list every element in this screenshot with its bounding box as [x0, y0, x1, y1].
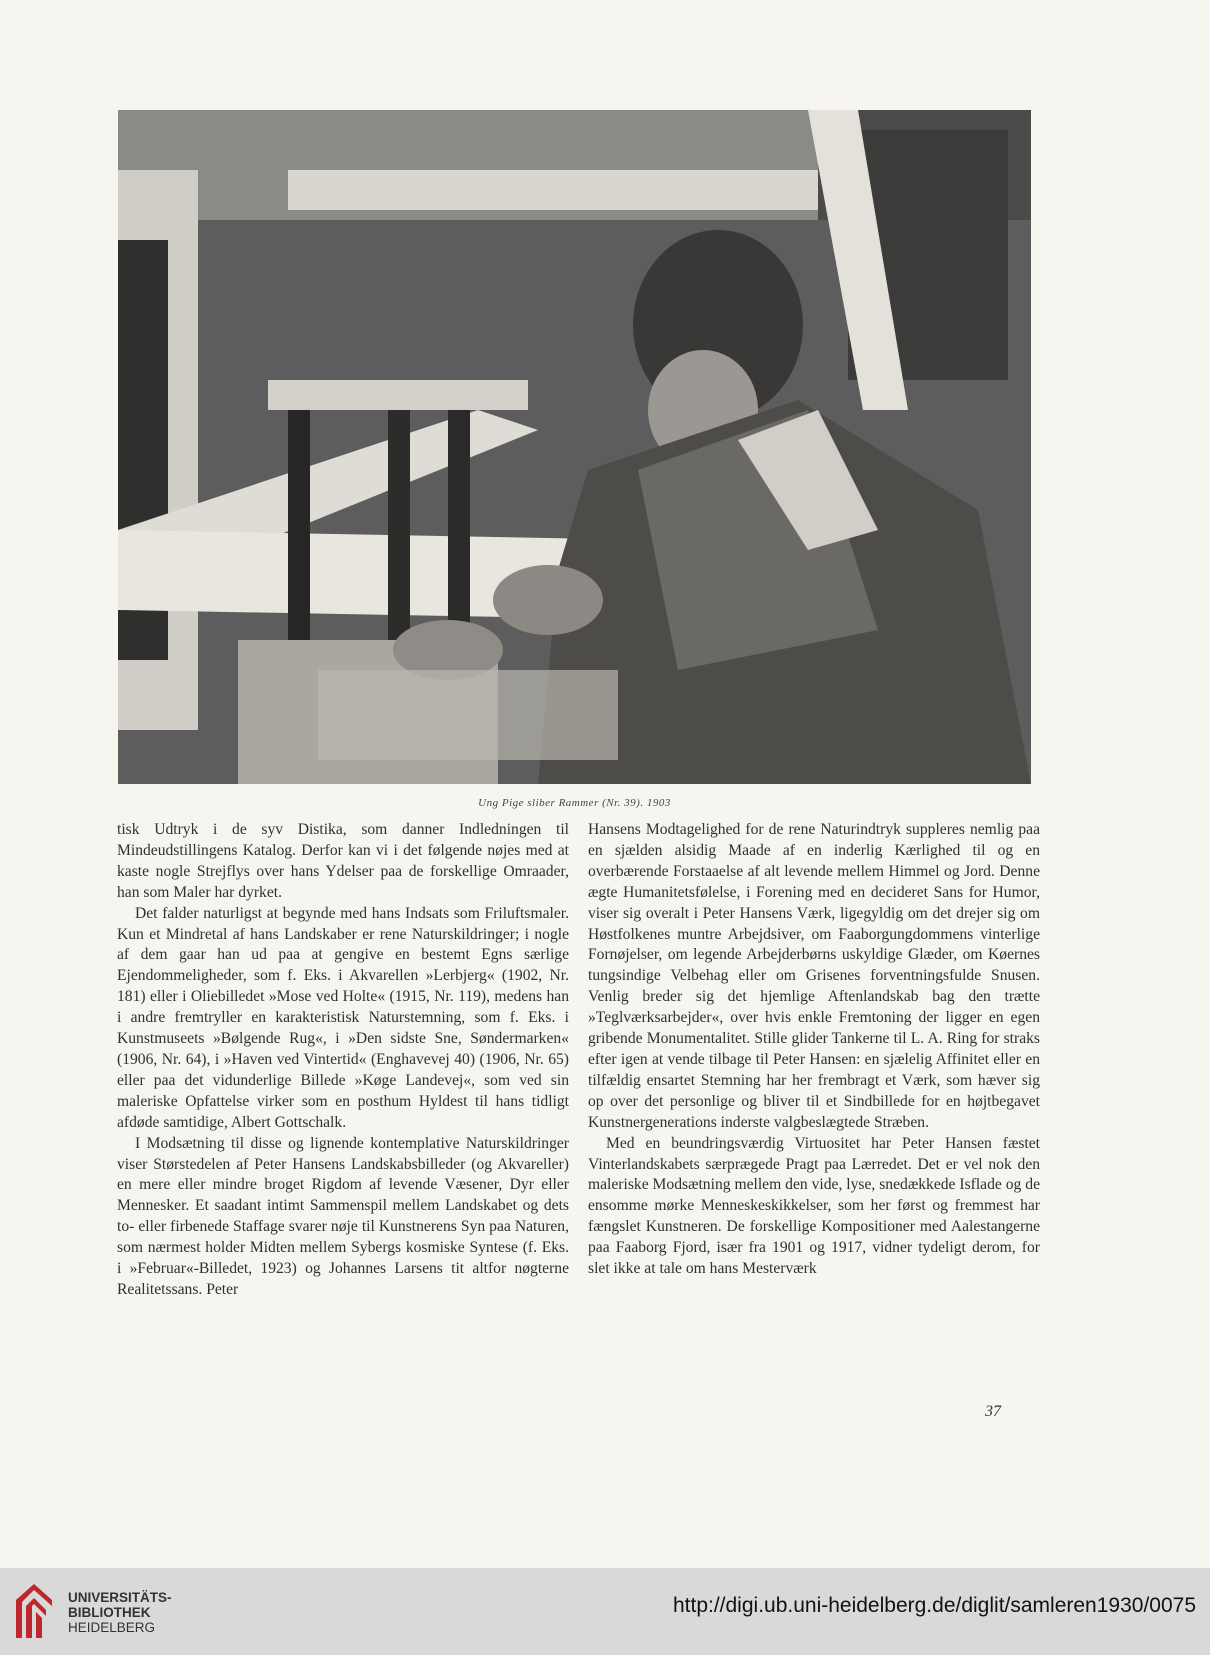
paragraph: Hansens Modtagelighed for de rene Naturindtryk suppleres nemlig paa en sjælden alsidig Maade af en inderlig Kærlighed til og en overbærende Forstaaelse af alt levende mellem Himmel og Jord. Denne ægte Humanitetsfølelse, i Forening med en decideret Sans for Humor, viser sig overalt i Peter Hansens Værk, ligegyldig om det drejer sig om Høstfolkenes muntre Arbejdsiver, om Faaborgungdommens vinterlige Fornøjelser, om legende Arbejderbørns uskyldige Glæder, om Køernes tungsindige Velbehag eller om Grisenes forventningsfulde Snusen. Venlig breder sig det hjemlige Aftenlandskab bag den trætte »Teglværksarbejder«, over hvis enkle Fremtoning der ligger en egen gribende Monumentalitet. Stille glider Tankerne til L. A. Ring for straks efter igen at vende tilbage til Peter Hansen: en sjælelig Affinitet eller en tilfældig ensartet Stemning har her frembragt et Værk, som hæver sig op over det personlige og bliver til et Sindbillede for en højtbegavet Kunstnergenerations inderste valgbeslægtede Stræben. — [588, 821, 1040, 1131]
painting-photo-icon — [118, 110, 1031, 784]
paragraph: tisk Udtryk i de syv Distika, som danner Indledningen til Mindeudstillingens Katalog. Derfor kan vi i det følgende nøjes med at kaste nogle Strejflys over hans Ydelser paa de forskellige Omraader, han som Maler har dyrket. — [117, 821, 569, 901]
illustration-caption: Ung Pige sliber Rammer (Nr. 39). 1903 — [478, 797, 671, 809]
paragraph: Det falder naturligst at begynde med hans Indsats som Friluftsmaler. Kun et Mindretal af hans Landskaber er rene Naturskildringer; i nogle af dem gaar han ud paa at gengive en bestemt Egns særlige Ejendommeligheder, som f. Eks. i Akvarellen »Lerbjerg« (1902, Nr. 181) eller i Oliebilledet »Mose ved Holte« (1915, Nr. 119), medens han i andre fremtryller en karakteristisk Naturstemning, som f. Eks. i Kunstmuseets »Bølgende Rug«, i »Den sidste Sne, Søndermarken« (1906, Nr. 64), i »Haven ved Vintertid« (Enghavevej 40) (1906, Nr. 65) eller paa det vidunderlige Billede »Køge Landevej«, som ved sin maleriske Opfattelse virker som en posthum Hyldest til hans tidligt afdøde samtidige, Albert Gottschalk. — [117, 904, 569, 1131]
page-number: 37 — [985, 1403, 1001, 1420]
footer-bar — [0, 1568, 1210, 1655]
paragraph: Med en beundringsværdig Virtuositet har Peter Hansen fæstet Vinterlandskabets særprægede Pragt paa Lærredet. Det er vel nok den maleriske Modsætning mellem den vide, lyse, snedækkede Isflade og de ensomme mørke Menneskeskikkelser, som her først og fremmest har fængslet Kunstneren. De forskellige Kompositioner med Aalestangerne paa Faaborg Fjord, især fra 1901 og 1917, vidner tydeligt derom, for slet ikke at tale om hans Mesterværk — [588, 1134, 1040, 1278]
library-name-line: UNIVERSITÄTS- — [68, 1590, 172, 1605]
painting-illustration — [118, 110, 1031, 784]
text-column-right — [588, 820, 1040, 1280]
text-column-left — [117, 820, 569, 1301]
library-name-line: HEIDELBERG — [68, 1620, 156, 1635]
library-name — [68, 1590, 172, 1635]
library-name-line: BIBLIOTHEK — [68, 1605, 151, 1620]
paragraph: I Modsætning til disse og lignende kontemplative Naturskildringer viser Størstedelen af Peter Hansens Landskabsbilleder (og Akvareller) en mere eller mindre broget Rigdom af levende Væsener, Dyr eller Mennesker. Et saadant intimt Sammenspil mellem Landskabet og dets to- eller firbenede Staffage svarer nøje til Kunstnerens Syn paa Naturen, som nærmest holder Midten mellem Sybergs kosmiske Syntese (f. Eks. i »Februar«-Billedet, 1923) og Johannes Larsens tit altfor nøgterne Realitetssans. Peter — [117, 1134, 569, 1298]
source-url-link[interactable]: http://digi.ub.uni-heidelberg.de/diglit/samleren1930/0075 — [672, 1594, 1196, 1617]
university-library-logo-icon — [12, 1580, 60, 1642]
